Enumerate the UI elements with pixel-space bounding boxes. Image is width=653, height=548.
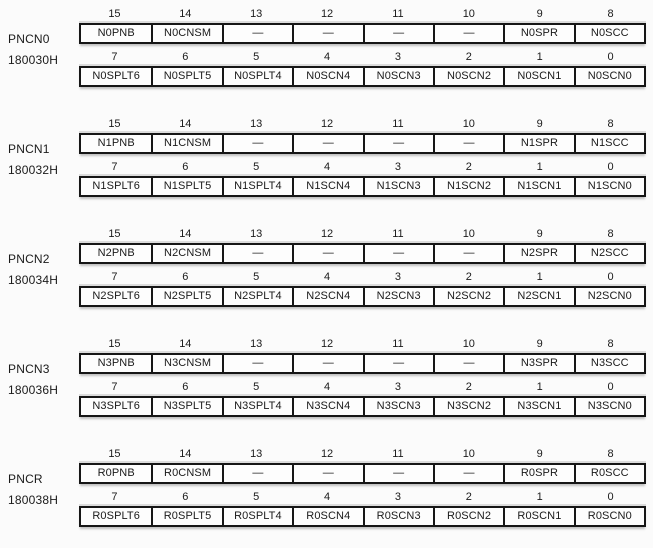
bit-field-cell: N3SPLT5	[151, 398, 221, 415]
bit-field-cell: N3CNSM	[151, 355, 221, 372]
bit-number: 4	[324, 381, 331, 393]
bit-number-row-low	[79, 271, 646, 286]
bit-number: 4	[324, 271, 331, 283]
bit-field-cell-reserved: —	[433, 465, 503, 482]
bit-number-row-low	[79, 161, 646, 176]
bit-number: 12	[320, 8, 334, 20]
bit-field-cell: N2SCN2	[433, 288, 503, 305]
bit-field-cell-reserved: —	[292, 245, 362, 262]
bit-field-row-low	[79, 286, 646, 307]
bit-field-cell: N2SPR	[503, 245, 573, 262]
bit-field-cell-reserved: —	[433, 355, 503, 372]
bit-number: 10	[462, 448, 475, 460]
bit-field-cell: R0SCN0	[574, 508, 644, 525]
bit-number: 9	[536, 118, 543, 130]
bit-number: 11	[392, 8, 404, 20]
bit-field-cell: N0PNB	[97, 27, 135, 39]
row-gap	[79, 484, 646, 491]
bit-field-cell-reserved: —	[433, 245, 503, 262]
bit-number: 13	[250, 448, 263, 460]
bit-number: 4	[324, 51, 331, 63]
bit-field-cell-reserved: —	[363, 245, 433, 262]
bit-number: 15	[108, 448, 121, 460]
bit-number: 9	[536, 228, 543, 240]
bit-field-cell: N3SPLT4	[222, 398, 292, 415]
bit-number: 3	[394, 161, 401, 173]
register-name: PNCR	[8, 472, 43, 486]
bit-field-cell: R0SCN3	[363, 508, 433, 525]
bit-field-row-high	[79, 133, 646, 154]
bit-number: 0	[607, 381, 614, 393]
bit-field-cell: N2SCC	[574, 245, 644, 262]
bit-field-cell: N2SCN3	[363, 288, 433, 305]
register-address: 180030H	[8, 53, 59, 67]
bit-field-cell: R0PNB	[97, 467, 135, 479]
bit-field-cell: N1SCN1	[503, 178, 573, 195]
bit-number: 10	[462, 118, 475, 130]
bit-number: 1	[536, 161, 543, 173]
bit-field-cell: N2SPLT5	[151, 288, 221, 305]
bit-number: 11	[392, 118, 404, 130]
bit-field-row-low	[79, 506, 646, 527]
register-labels	[8, 8, 78, 87]
bit-number: 4	[324, 161, 331, 173]
bit-number: 2	[465, 271, 472, 283]
bit-number: 2	[465, 161, 472, 173]
bit-number: 3	[394, 381, 401, 393]
register-block	[0, 8, 653, 87]
bit-number: 15	[108, 8, 121, 20]
bit-number: 8	[607, 228, 614, 240]
bit-number: 8	[607, 118, 614, 130]
bit-field-cell: N3SCC	[574, 355, 644, 372]
bit-field-cell: N2SCN0	[574, 288, 644, 305]
bit-number: 6	[182, 51, 189, 63]
register-name: PNCN1	[8, 142, 50, 156]
row-gap	[79, 44, 646, 51]
bit-number: 0	[607, 161, 614, 173]
bit-field-cell-reserved: —	[222, 25, 292, 42]
bit-field-cell: N0SPLT4	[222, 68, 292, 85]
bit-number: 15	[108, 118, 121, 130]
bit-field-cell-reserved: —	[363, 25, 433, 42]
register-block	[0, 228, 653, 307]
bit-field-cell: N1SPR	[503, 135, 573, 152]
bit-field-cell: N2SCN1	[503, 288, 573, 305]
bit-field-cell: N3SCN3	[363, 398, 433, 415]
bit-number: 11	[392, 228, 404, 240]
bit-number: 1	[536, 381, 543, 393]
bit-field-cell: N3SPR	[503, 355, 573, 372]
bit-field-cell: N2PNB	[97, 247, 135, 259]
bit-field-cell: N1CNSM	[151, 135, 221, 152]
bit-field-cell-reserved: —	[222, 355, 292, 372]
bit-field-cell: N2CNSM	[151, 245, 221, 262]
bit-number: 13	[250, 8, 263, 20]
bit-number: 13	[250, 118, 263, 130]
register-grid	[79, 228, 646, 307]
bit-number: 1	[536, 491, 543, 503]
bit-field-row-low	[79, 176, 646, 197]
bit-field-cell-reserved: —	[222, 465, 292, 482]
bit-field-cell: R0SCC	[574, 465, 644, 482]
bit-field-cell-reserved: —	[292, 355, 362, 372]
register-address: 180032H	[8, 163, 59, 177]
bit-field-cell: N2SPLT4	[222, 288, 292, 305]
bit-field-cell: R0SPLT4	[222, 508, 292, 525]
bit-field-cell: N1SCC	[574, 135, 644, 152]
bit-number: 12	[320, 118, 334, 130]
bit-field-cell: N0SCN0	[574, 68, 644, 85]
bit-field-cell: R0SPLT5	[151, 508, 221, 525]
bit-number: 12	[320, 448, 334, 460]
bit-number: 14	[179, 228, 192, 240]
bit-field-cell: N3SCN4	[292, 398, 362, 415]
bit-number: 5	[253, 271, 260, 283]
register-labels	[8, 448, 78, 527]
bit-field-cell: N0CNSM	[151, 25, 221, 42]
bit-number: 15	[108, 228, 121, 240]
bit-field-cell: N0SCN1	[503, 68, 573, 85]
bit-number-row-high	[79, 118, 646, 133]
bit-number: 12	[320, 228, 334, 240]
bit-field-cell: N0SPR	[503, 25, 573, 42]
bit-field-cell: N0SCN4	[292, 68, 362, 85]
bit-field-cell: R0SCN2	[433, 508, 503, 525]
register-labels	[8, 118, 78, 197]
bit-number: 6	[182, 271, 189, 283]
register-labels	[8, 338, 78, 417]
register-block	[0, 448, 653, 527]
bit-field-cell: N3SCN0	[574, 398, 644, 415]
register-grid	[79, 8, 646, 87]
bit-number: 5	[253, 161, 260, 173]
bit-number: 9	[536, 448, 543, 460]
bit-number: 0	[607, 271, 614, 283]
bit-number: 14	[179, 338, 192, 350]
bit-number: 2	[465, 51, 472, 63]
bit-number-row-high	[79, 8, 646, 23]
bit-field-cell: N1SPLT6	[92, 180, 140, 192]
bit-number: 0	[607, 51, 614, 63]
bit-number: 12	[320, 338, 334, 350]
bit-field-cell: R0SPLT6	[92, 510, 140, 522]
register-name: PNCN2	[8, 252, 50, 266]
bit-number: 1	[536, 51, 543, 63]
bit-field-cell: R0CNSM	[151, 465, 221, 482]
register-grid	[79, 448, 646, 527]
bit-number: 5	[253, 51, 260, 63]
bit-number: 11	[392, 448, 404, 460]
bit-number-row-high	[79, 448, 646, 463]
bit-number: 14	[179, 448, 192, 460]
bit-field-row-high	[79, 463, 646, 484]
bit-field-cell: N1SCN3	[363, 178, 433, 195]
bit-field-cell-reserved: —	[292, 25, 362, 42]
bit-field-cell: N0SPLT6	[92, 70, 140, 82]
bit-number-row-low	[79, 51, 646, 66]
register-block	[0, 338, 653, 417]
bit-number: 6	[182, 491, 189, 503]
bit-field-cell-reserved: —	[363, 355, 433, 372]
bit-field-cell: N0SCC	[574, 25, 644, 42]
bit-number: 2	[465, 381, 472, 393]
bit-number: 8	[607, 338, 614, 350]
register-grid	[79, 338, 646, 417]
bit-number: 10	[462, 338, 475, 350]
bit-field-cell: R0SCN4	[292, 508, 362, 525]
row-gap	[79, 374, 646, 381]
bit-number: 9	[536, 338, 543, 350]
bit-field-cell: N1PNB	[97, 137, 135, 149]
register-block	[0, 118, 653, 197]
bit-field-cell: R0SPR	[503, 465, 573, 482]
bit-field-cell-reserved: —	[222, 245, 292, 262]
bit-number-row-low	[79, 381, 646, 396]
bit-number: 3	[394, 271, 401, 283]
bit-number: 4	[324, 491, 331, 503]
bit-number: 2	[465, 491, 472, 503]
register-name: PNCN0	[8, 32, 50, 46]
bit-field-cell: N1SCN2	[433, 178, 503, 195]
bit-number-row-low	[79, 491, 646, 506]
bit-field-cell: N3SCN1	[503, 398, 573, 415]
bit-field-cell: N3PNB	[97, 357, 135, 369]
bit-number: 1	[536, 271, 543, 283]
bit-number: 9	[536, 8, 543, 20]
bit-field-row-low	[79, 66, 646, 87]
bit-number: 7	[111, 271, 118, 283]
bit-field-cell: N1SPLT5	[151, 178, 221, 195]
bit-field-row-low	[79, 396, 646, 417]
bit-field-cell: N0SCN2	[433, 68, 503, 85]
bit-field-cell-reserved: —	[363, 465, 433, 482]
bit-number: 3	[394, 491, 401, 503]
bit-field-cell-reserved: —	[222, 135, 292, 152]
bit-number: 11	[392, 338, 404, 350]
bit-field-cell-reserved: —	[292, 465, 362, 482]
bit-field-row-high	[79, 23, 646, 44]
bit-number: 8	[607, 448, 614, 460]
bit-field-cell: N2SPLT6	[92, 290, 140, 302]
register-name: PNCN3	[8, 362, 50, 376]
bit-number: 14	[179, 118, 192, 130]
bit-field-cell-reserved: —	[363, 135, 433, 152]
register-address: 180036H	[8, 383, 59, 397]
bit-number: 15	[108, 338, 121, 350]
bit-field-cell: R0SCN1	[503, 508, 573, 525]
bit-number-row-high	[79, 338, 646, 353]
bit-number: 7	[111, 161, 118, 173]
row-gap	[79, 264, 646, 271]
bit-number: 5	[253, 381, 260, 393]
bit-number: 14	[179, 8, 192, 20]
bit-field-cell-reserved: —	[433, 25, 503, 42]
bit-number: 10	[462, 8, 475, 20]
bit-field-cell: N1SCN0	[574, 178, 644, 195]
bit-field-cell: N1SCN4	[292, 178, 362, 195]
bit-field-cell: N3SCN2	[433, 398, 503, 415]
bit-number: 0	[607, 491, 614, 503]
row-gap	[79, 154, 646, 161]
bit-field-row-high	[79, 243, 646, 264]
bit-field-cell: N1SPLT4	[222, 178, 292, 195]
bit-number: 7	[111, 491, 118, 503]
bit-number: 13	[250, 228, 263, 240]
bit-number: 13	[250, 338, 263, 350]
bit-number: 10	[462, 228, 475, 240]
bit-number: 3	[394, 51, 401, 63]
bit-number: 7	[111, 381, 118, 393]
bit-field-cell: N3SPLT6	[92, 400, 140, 412]
bit-field-cell: N0SPLT5	[151, 68, 221, 85]
bit-number-row-high	[79, 228, 646, 243]
bit-field-cell: N0SCN3	[363, 68, 433, 85]
bit-field-row-high	[79, 353, 646, 374]
bit-number: 5	[253, 491, 260, 503]
register-labels	[8, 228, 78, 307]
bit-number: 6	[182, 381, 189, 393]
bit-number: 7	[111, 51, 118, 63]
register-grid	[79, 118, 646, 197]
bit-field-cell: N2SCN4	[292, 288, 362, 305]
bit-number: 8	[607, 8, 614, 20]
bit-number: 6	[182, 161, 189, 173]
register-address: 180034H	[8, 273, 59, 287]
bit-field-cell-reserved: —	[292, 135, 362, 152]
register-address: 180038H	[8, 493, 59, 507]
bit-field-cell-reserved: —	[433, 135, 503, 152]
